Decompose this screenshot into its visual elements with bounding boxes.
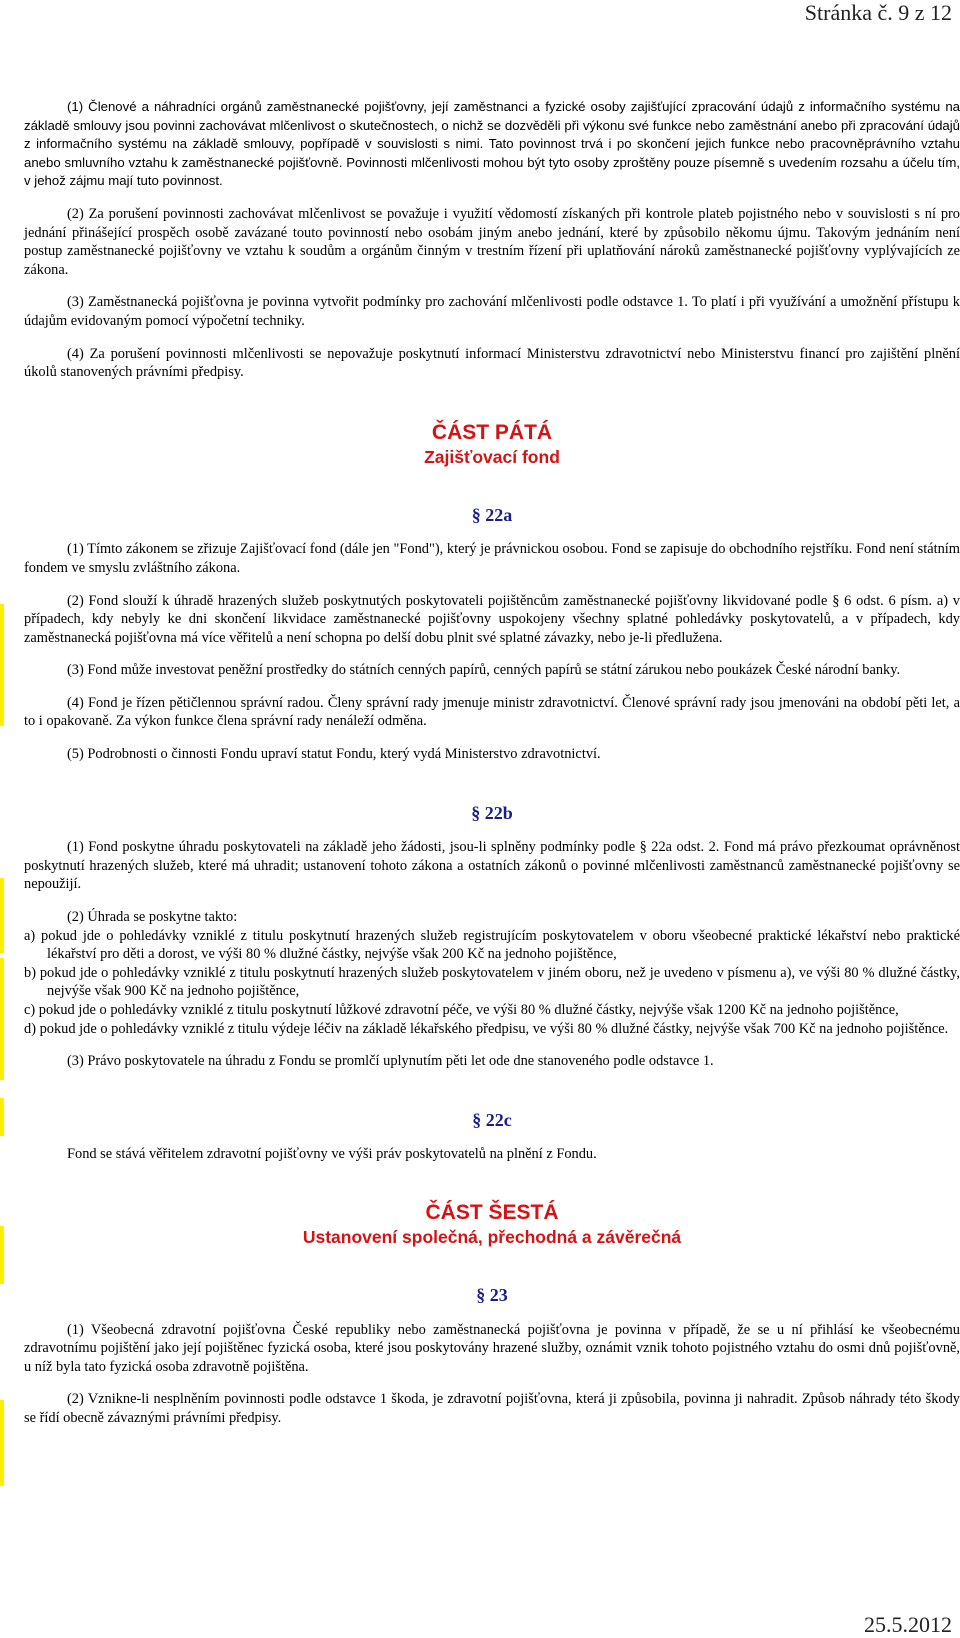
change-marker <box>0 958 4 1080</box>
paragraph: (1) Členové a náhradníci orgánů zaměstnanecké pojišťovny, její zaměstnanci a fyzické osoby zajišťující zpracování údajů z informačního systému na základě smlouvy jsou povinni zachovávat mlčenlivost o skutečnostech, o nichž se dozvěděli při výkonu své funkce nebo zaměstnání anebo při zpracování údajů z informačního systému na základě smlouvy, popřípadě v souvislosti s nimi. Tato povinnost trvá i po skončení jejich funkce nebo pracovněprávního vztahu anebo smluvního vztahu k zaměstnanecké pojišťovně. Povinnosti mlčenlivosti mohou být tyto osoby zproštěny pouze písemně s uvedením rozsahu a účelu tím, v jehož zájmu mají tuto povinnost. <box>24 99 960 189</box>
list-item: c) pokud jde o pohledávky vzniklé z titulu poskytnutí lůžkové zdravotní péče, ve výši 80 % dlužné částky, nejvýše však 1200 Kč na jednoho pojištěnce, <box>24 1002 899 1018</box>
section-heading: § 22b <box>471 802 513 823</box>
paragraph: (3) Zaměstnanecká pojišťovna je povinna vytvořit podmínky pro zachování mlčenlivosti podle odstavce 1. To platí i při využívání a umožnění přístupu k údajům evidovaným pomocí výpočetní techniky. <box>24 294 960 329</box>
part-title: ČÁST PÁTÁ <box>431 420 553 444</box>
part-subtitle: Ustanovení společná, přechodná a závěrečná <box>302 1226 682 1247</box>
section-heading: § 23 <box>476 1284 508 1305</box>
paragraph: (2) Za porušení povinnosti zachovávat mlčenlivost se považuje i využití vědomostí získaných při kontrole plateb pojistného nebo v souvislosti s ní pro jednání přinášející prospěch osobě zavázané touto povinností nebo osobám jiným anebo jednání, které by způsobilo někomu újmu. Takovým jednáním není postup zaměstnanecké pojišťovny ve vztahu k soudům a orgánům činným v trestním řízení při uplatňování nároků zaměstnanecké pojišťovny vyplývajících ze zákona. <box>24 205 960 278</box>
change-marker <box>0 1226 4 1284</box>
paragraph: (2) Fond slouží k úhradě hrazených služeb poskytnutých poskytovateli pojištěncům zaměstnanecké pojišťovny likvidované podle § 6 odst. 6 písm. a) v případech, kdy nebyly ke dni skončení likvidace zaměstnanecké pojišťovny uspokojeny všechny splatné pohledávky poskytovatelů, a v případech, kdy zaměstnanecká pojišťovna má více věřitelů a není schopna po delší dobu plnit své splatné závazky, nebo je-li předlužena. <box>24 592 960 646</box>
section-heading: § 22a <box>471 504 513 525</box>
page-date: 25.5.2012 <box>864 1612 952 1637</box>
paragraph: Fond se stává věřitelem zdravotní pojišťovny ve výši práv poskytovatelů na plnění z Fondu. <box>67 1146 597 1163</box>
paragraph: (1) Všeobecná zdravotní pojišťovna České republiky nebo zaměstnanecká pojišťovna je povinna v případě, že se u ní přihlásí ke všeobecnému zdravotnímu pojištění jako její pojištěnec fyzická osoba, které jsou poskytovány hrazené služby, oznámit vznik tohoto pojistného vztahu do osmi dnů pojišťovně, u níž byla tato fyzická osoba zdravotně pojištěna. <box>24 1321 960 1375</box>
change-marker <box>0 878 4 953</box>
page-number: Stránka č. 9 z 12 <box>804 0 952 25</box>
paragraph: (1) Fond poskytne úhradu poskytovateli na základě jeho žádosti, jsou-li splněny podmínky podle § 22a odst. 2. Fond má právo přezkoumat oprávněnost poskytnutí hrazených služeb, které má uhradit; ustanovení tohoto zákona a ostatních zákonů o povinné mlčenlivosti zaměstnanců zaměstnanecké pojišťovny se nepoužijí. <box>24 839 960 893</box>
part-title: ČÁST ŠESTÁ <box>425 1200 559 1224</box>
list-item: a) pokud jde o pohledávky vzniklé z titulu poskytnutí hrazených služeb registrujícím poskytovatelem v oboru všeobecné praktické lékařství nebo praktické lékařství pro děti a dorost, ve výši 80 % dlužné částky, nejvýše však 200 Kč na jednoho pojištěnce, <box>24 927 960 963</box>
document-body <box>24 98 960 1442</box>
list-item: b) pokud jde o pohledávky vzniklé z titulu poskytnutí hrazených služeb poskytovatelem v jiném oboru, než je uvedeno v písmenu a), ve výši 80 % dlužné částky, nejvýše však 900 Kč na jednoho pojištěnce, <box>24 964 960 1000</box>
payment-list <box>24 908 960 1038</box>
paragraph: (3) Právo poskytovatele na úhradu z Fondu se promlčí uplynutím pěti let ode dne stanoveného podle odstavce 1. <box>67 1053 714 1070</box>
paragraph: (4) Fond je řízen pětičlennou správní radou. Členy správní rady jmenuje ministr zdravotnictví. Členové správní rady jsou jmenováni na období pěti let, a to i opakovaně. Za výkon funkce člena správní rady nenáleží odměna. <box>24 694 960 730</box>
section-heading: § 22c <box>472 1109 512 1130</box>
list-item: d) pokud jde o pohledávky vzniklé z titulu výdeje léčiv na základě lékařského předpisu, ve výši 80 % dlužné částky, nejvýše však 700 Kč na jednoho pojištěnce. <box>24 1020 949 1037</box>
paragraph: (3) Fond může investovat peněžní prostředky do státních cenných papírů, cenných papírů se státní zárukou nebo poukázek České národní banky. <box>67 662 901 679</box>
change-marker <box>0 1400 4 1486</box>
paragraph: (4) Za porušení povinnosti mlčenlivosti se nepovažuje poskytnutí informací Ministerstvu zdravotnictví nebo Ministerstvu financí pro zajištění plnění úkolů stanovených právními předpisy. <box>24 345 960 381</box>
paragraph: (1) Tímto zákonem se zřizuje Zajišťovací fond (dále jen "Fond"), který je právnickou osobou. Fond se zapisuje do obchodního rejstříku. Fond není státním fondem ve smyslu zvláštního zákona. <box>24 541 960 576</box>
paragraph: (2) Vznikne-li nesplněním povinnosti podle odstavce 1 škoda, je zdravotní pojišťovna, která ji způsobila, povinna ji nahradit. Způsob náhrady této škody se řídí obecně závaznými právními předpisy. <box>24 1391 960 1426</box>
change-marker <box>0 604 4 726</box>
paragraph: (5) Podrobnosti o činnosti Fondu upraví statut Fondu, který vydá Ministerstvo zdravotnictví. <box>67 746 601 763</box>
part-subtitle: Zajišťovací fond <box>424 446 560 467</box>
change-marker <box>0 1098 4 1136</box>
list-lead: (2) Úhrada se poskytne takto: <box>67 909 238 926</box>
